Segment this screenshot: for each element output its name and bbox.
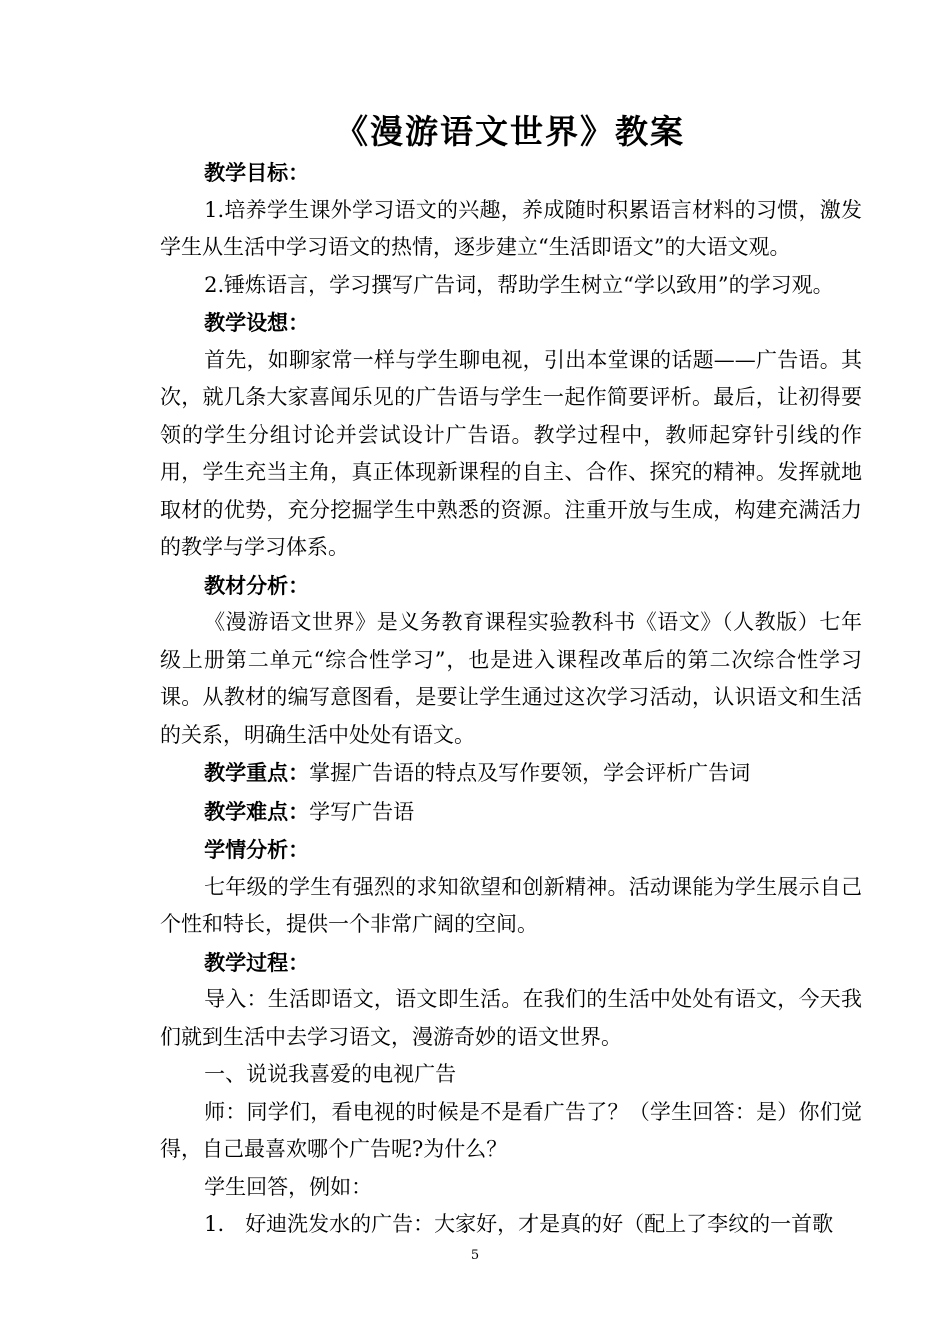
key-points-label: 教学重点： [204,760,310,785]
objectives-heading: 教学目标： [204,160,310,185]
design-heading: 教学设想： [204,310,310,335]
process-example-1: 1. 好迪洗发水的广告：大家好，才是真的好（配上了李纹的一首歌 [204,1212,834,1236]
difficulties-line [160,793,862,832]
objective-item-1: 1.培养学生课外学习语文的兴趣，养成随时积累语言材料的习惯，激发学生从生活中学习语文的热情，逐步建立“生活即语文”的大语文观。 [160,197,862,259]
students-heading: 学情分析： [204,837,310,862]
document-body [160,154,862,1244]
process-student-intro: 学生回答，例如： [204,1174,373,1199]
difficulties-text: 学写广告语 [309,799,415,824]
process-part-one-title: 一、说说我喜爱的电视广告 [204,1062,457,1086]
objective-item-2: 2.锤炼语言，学习撰写广告词，帮助学生树立“学以致用”的学习观。 [204,272,834,297]
design-paragraph: 首先，如聊家常一样与学生聊电视，引出本堂课的话题——广告语。其次，就几条大家喜闻乐见的广告语与学生一起作简要评析。最后，让初得要领的学生分组讨论并尝试设计广告语。教学过程中，教师起穿针引线的作用，学生充当主角，真正体现新课程的自主、合作、探究的精神。发挥就地取材的优势，充分挖掘学生中熟悉的资源。注重开放与生成，构建充满活力的教学与学习体系。 [160,347,862,559]
difficulties-label: 教学难点： [204,798,310,824]
materials-paragraph: 《漫游语文世界》是义务教育课程实验教科书《语文》（人教版）七年级上册第二单元“综合性学习”，也是进入课程改革后的第二次综合性学习课。从教材的编写意图看，是要让学生通过这次学习活动，认识语文和生活的关系，明确生活中处处有语文。 [160,610,862,747]
page-number: 5 [470,1248,480,1263]
process-teacher-line: 师：同学们，看电视的时候是不是看广告了？（学生回答：是）你们觉得，自己最喜欢哪个广告呢?为什么？ [160,1099,862,1161]
students-paragraph: 七年级的学生有强烈的求知欲望和创新精神。活动课能为学生展示自己个性和特长，提供一个非常广阔的空间。 [160,874,862,936]
key-points-line [160,754,862,793]
process-intro: 导入：生活即语文，语文即生活。在我们的生活中处处有语文，今天我们就到生活中去学习语文，漫游奇妙的语文世界。 [160,987,862,1049]
process-heading: 教学过程： [204,949,310,975]
key-points-text: 掌握广告语的特点及写作要领，学会评析广告词 [309,761,751,785]
materials-heading: 教材分析： [204,572,310,598]
page-title: 《漫游语文世界》教案 [335,112,685,151]
